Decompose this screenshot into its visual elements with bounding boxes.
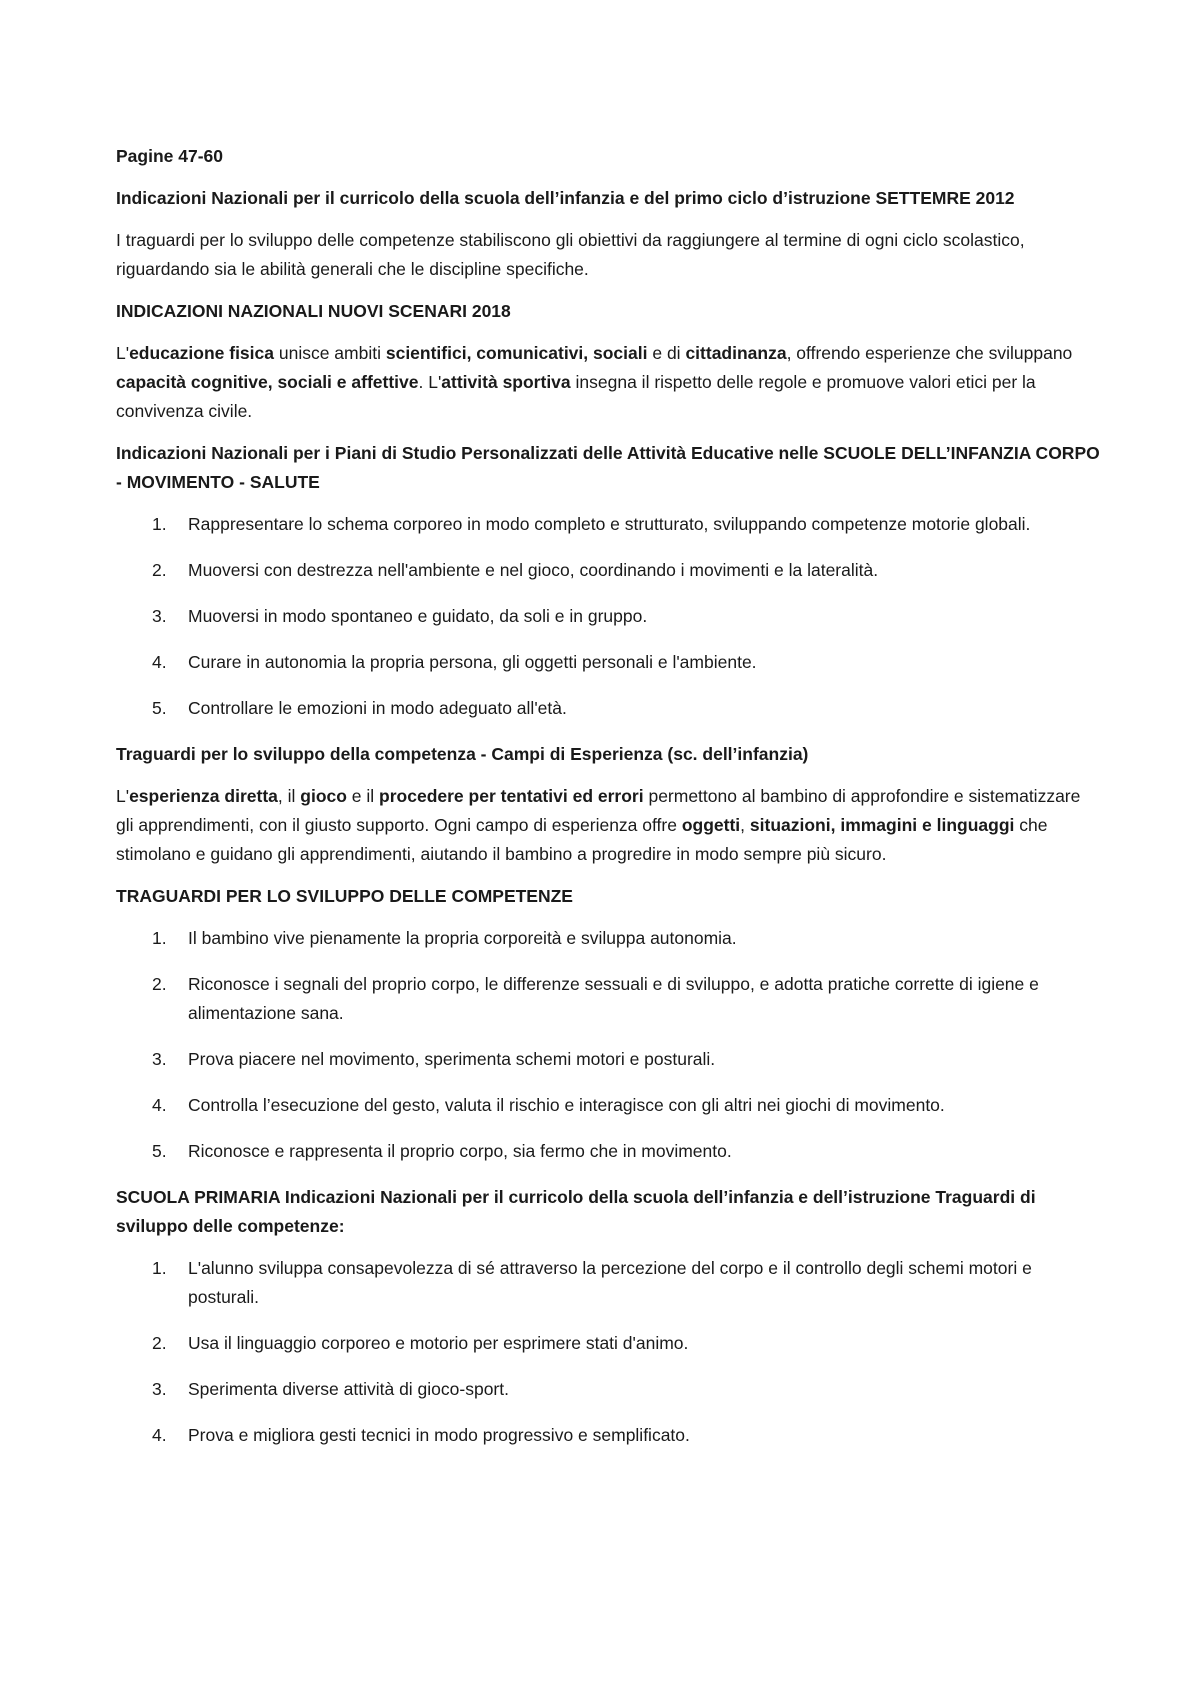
list-item xyxy=(116,510,1100,539)
section2-heading: INDICAZIONI NAZIONALI NUOVI SCENARI 2018 xyxy=(116,301,511,321)
bold-run: scientifici, comunicativi, sociali xyxy=(385,343,648,363)
text-run: permettono al bambino di approfondire e sistematizzare gli apprendimenti, con il giusto supporto. Ogni campo di esperienza offre xyxy=(116,786,1081,835)
list-text: Muoversi in modo spontaneo e guidato, da soli e in gruppo. xyxy=(188,606,648,626)
list-number: 2. xyxy=(152,560,167,580)
bold-run: capacità cognitive, sociali e affettive xyxy=(116,372,419,392)
section5-list xyxy=(116,924,1100,1166)
section1-heading: Indicazioni Nazionali per il curricolo della scuola dell’infanzia e del primo ciclo d’istruzione SETTEMRE 2012 xyxy=(116,188,1015,208)
section1-initial: I xyxy=(116,230,121,250)
list-number: 2. xyxy=(152,974,167,994)
section5-heading: TRAGUARDI PER LO SVILUPPO DELLE COMPETENZE xyxy=(116,886,573,906)
list-item xyxy=(116,694,1100,723)
bold-run: gioco xyxy=(300,786,347,806)
text-run: . L' xyxy=(418,372,442,392)
list-number: 5. xyxy=(152,698,167,718)
list-number: 5. xyxy=(152,1141,167,1161)
list-text: Controllare le emozioni in modo adeguato all'età. xyxy=(188,698,567,718)
bold-run: esperienza diretta xyxy=(129,786,278,806)
list-item xyxy=(116,648,1100,677)
list-text: Usa il linguaggio corporeo e motorio per esprimere stati d'animo. xyxy=(188,1333,689,1353)
list-item xyxy=(116,1375,1100,1404)
list-item xyxy=(116,1091,1100,1120)
list-item xyxy=(116,1329,1100,1358)
text-run: , il xyxy=(277,786,301,806)
list-number: 3. xyxy=(152,1049,167,1069)
section1-text: traguardi per lo sviluppo delle competenze stabiliscono gli obiettivi da raggiungere al termine di ogni ciclo scolastico, riguardando sia le abilità generali che le discipline specifiche. xyxy=(116,230,1025,279)
list-item xyxy=(116,1045,1100,1074)
list-number: 1. xyxy=(152,928,167,948)
text-run: e il xyxy=(346,786,380,806)
section6-heading xyxy=(116,1183,1100,1241)
list-number: 4. xyxy=(152,652,167,672)
list-text: Controlla l’esecuzione del gesto, valuta il rischio e interagisce con gli altri nei giochi di movimento. xyxy=(188,1095,945,1115)
section6-heading-prefix: SCUOLA PRIMARIA xyxy=(116,1187,285,1207)
text-run: , xyxy=(740,815,750,835)
pages-label: Pagine 47-60 xyxy=(116,146,223,166)
list-text: Muoversi con destrezza nell'ambiente e nel gioco, coordinando i movimenti e la lateralità. xyxy=(188,560,879,580)
list-text: Rappresentare lo schema corporeo in modo completo e strutturato, sviluppando competenze motorie globali. xyxy=(188,514,1031,534)
bold-run: attività sportiva xyxy=(441,372,571,392)
list-item xyxy=(116,1254,1100,1312)
text-run: , offrendo esperienze che sviluppano xyxy=(786,343,1073,363)
list-text: Riconosce i segnali del proprio corpo, le differenze sessuali e di sviluppo, e adotta pratiche corrette di igiene e alimentazione sana. xyxy=(188,974,1039,1023)
text-run: L' xyxy=(116,343,130,363)
list-item xyxy=(116,1137,1100,1166)
section6-list xyxy=(116,1254,1100,1450)
text-run: che stimolano e guidano gli apprendimenti, aiutando il bambino a progredire in modo sempre più sicuro. xyxy=(116,815,1048,864)
section3-heading: Indicazioni Nazionali per i Piani di Studio Personalizzati delle Attività Educative nelle SCUOLE DELL’INFANZIA CORPO - MOVIMENTO - SALUTE xyxy=(116,443,1100,492)
list-item xyxy=(116,1421,1100,1450)
list-text: Il bambino vive pienamente la propria corporeità e sviluppa autonomia. xyxy=(188,928,737,948)
section2-paragraph xyxy=(116,339,1100,426)
list-text: Riconosce e rappresenta il proprio corpo, sia fermo che in movimento. xyxy=(188,1141,732,1161)
section3-list xyxy=(116,510,1100,723)
list-text: Curare in autonomia la propria persona, gli oggetti personali e l'ambiente. xyxy=(188,652,757,672)
list-text: Prova piacere nel movimento, sperimenta schemi motori e posturali. xyxy=(188,1049,716,1069)
list-item xyxy=(116,924,1100,953)
section1-paragraph xyxy=(116,226,1100,284)
section4-paragraph xyxy=(116,782,1100,869)
bold-run: educazione fisica xyxy=(129,343,274,363)
section6-heading-colon: : xyxy=(338,1216,345,1236)
bold-run: cittadinanza xyxy=(685,343,787,363)
bold-run: situazioni, immagini e linguaggi xyxy=(749,815,1015,835)
text-run: e di xyxy=(647,343,686,363)
text-run: L' xyxy=(116,786,130,806)
list-number: 4. xyxy=(152,1095,167,1115)
list-number: 2. xyxy=(152,1333,167,1353)
list-item xyxy=(116,602,1100,631)
list-number: 1. xyxy=(152,1258,167,1278)
section4-heading: Traguardi per lo sviluppo della competenza - Campi di Esperienza (sc. dell’infanzia) xyxy=(116,744,809,764)
list-item xyxy=(116,556,1100,585)
bold-run: oggetti xyxy=(681,815,741,835)
list-text: Sperimenta diverse attività di gioco-sport. xyxy=(188,1379,509,1399)
section6-heading-bold: Indicazioni Nazionali per il curricolo della scuola dell’infanzia e dell’istruzione Traguardi di sviluppo delle competenze xyxy=(116,1187,1036,1236)
list-number: 4. xyxy=(152,1425,167,1445)
list-text: L'alunno sviluppa consapevolezza di sé attraverso la percezione del corpo e il controllo degli schemi motori e posturali. xyxy=(188,1258,1032,1307)
list-item xyxy=(116,970,1100,1028)
list-number: 3. xyxy=(152,606,167,626)
text-run: unisce ambiti xyxy=(274,343,386,363)
text-run: insegna il rispetto delle regole e promuove valori etici per la convivenza civile. xyxy=(116,372,1036,421)
list-number: 3. xyxy=(152,1379,167,1399)
bold-run: procedere per tentativi ed errori xyxy=(379,786,644,806)
list-number: 1. xyxy=(152,514,167,534)
list-text: Prova e migliora gesti tecnici in modo progressivo e semplificato. xyxy=(188,1425,690,1445)
